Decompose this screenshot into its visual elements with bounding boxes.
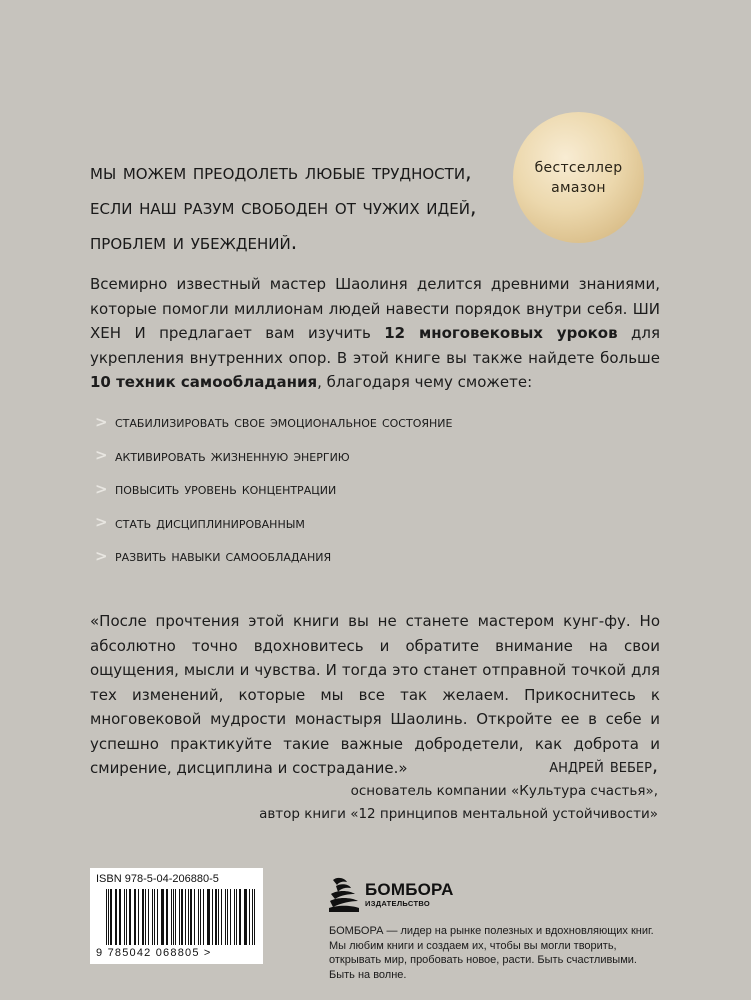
intro-highlight-lessons: 12 многовековых уроков: [384, 324, 618, 342]
barcode-bar: [198, 889, 199, 945]
review-quote: «После прочтения этой книги вы не станете мастером кунг-фу. Но абсолютно точно вдохновитесь и обратите внимание на свои ощущения, мысли и чувства. И тогда это станет отправной точкой для тех изменений, которые мы все так желаем. Прикоснитесь к многовековой мудрости монастыря Шаолинь. Откройте ее в себе и успешно практикуйте такие важные добродетели, как доброта и смирение, дисциплина и сострадание.»: [90, 612, 660, 777]
barcode-bar: [225, 889, 226, 945]
barcode-bar: [126, 889, 127, 945]
barcode-bar: [179, 889, 180, 945]
barcode-bar: [110, 889, 111, 945]
barcode-bar: [181, 889, 182, 945]
barcode-bars: [106, 889, 257, 945]
barcode-bar: [161, 889, 162, 945]
barcode-bar: [162, 889, 163, 945]
list-item-label: повысить уровень концентрации: [115, 479, 337, 499]
barcode-bar: [129, 889, 130, 945]
barcode-bar: [135, 889, 136, 945]
barcode-bar: [134, 889, 135, 945]
barcode-bar: [108, 889, 109, 945]
barcode-bar: [175, 889, 176, 945]
list-item-label: стать дисциплинированным: [115, 512, 305, 532]
intro-text: для укрепления внутренних опор. В этой книге вы также найдете больше: [90, 324, 661, 367]
barcode-bar: [116, 889, 117, 945]
list-item-label: развить навыки самообладания: [115, 546, 332, 566]
barcode-bar: [207, 889, 208, 945]
barcode-bar: [173, 889, 174, 945]
bombora-logo-icon: [327, 874, 361, 914]
author-book: автор книги «12 принципов ментальной устойчивости»: [259, 806, 658, 822]
publisher-description: БОМБОРА — лидер на рынке полезных и вдохновляющих книг. Мы любим книги и создаем их, чтобы вы могли творить, открывать мир, пробовать новое, расти. Быть счастливыми. Быть на волне.: [329, 925, 654, 981]
publisher-logo: [327, 874, 454, 914]
barcode-bar: [157, 889, 158, 945]
list-item: [95, 539, 655, 573]
barcode-bar: [185, 889, 186, 945]
barcode-bar: [230, 889, 231, 945]
quote-author: [259, 752, 658, 826]
barcode-bar: [208, 889, 209, 945]
barcode-bar: [234, 889, 235, 945]
chevron-right-icon: >: [95, 479, 108, 498]
intro-text: , благодаря чему сможете:: [317, 373, 533, 391]
list-item: [95, 439, 655, 473]
barcode-bar: [249, 889, 250, 945]
author-name: андрей вебер,: [549, 755, 658, 777]
barcode-bar: [138, 889, 139, 945]
headline: [90, 155, 530, 260]
barcode-bar: [124, 889, 125, 945]
barcode-bar: [227, 889, 228, 945]
bestseller-badge: [513, 112, 644, 243]
isbn-barcode: [90, 868, 263, 964]
headline-line: если наш разум свободен от чужих идей,: [90, 195, 477, 219]
barcode-bar: [194, 889, 195, 945]
isbn-digits: 9 785042 068805 >: [96, 947, 212, 959]
list-item-label: активировать жизненную энергию: [115, 445, 350, 465]
barcode-bar: [145, 889, 146, 945]
intro-paragraph: [90, 272, 660, 395]
barcode-bar: [245, 889, 246, 945]
headline-line: мы можем преодолеть любые трудности,: [90, 160, 472, 184]
list-item: [95, 506, 655, 540]
author-role: основатель компании «Культура счастья»,: [350, 783, 658, 799]
badge-line-1: бестселлер: [534, 159, 623, 176]
barcode-bar: [236, 889, 237, 945]
publisher-name: БОМБОРА: [365, 880, 454, 899]
barcode-bar: [148, 889, 149, 945]
publisher-subtitle: ИЗДАТЕЛЬСТВО: [365, 899, 430, 908]
barcode-bar: [212, 889, 213, 945]
barcode-bar: [119, 889, 121, 945]
barcode-bar: [188, 889, 189, 945]
barcode-bar: [166, 889, 168, 945]
barcode-bar: [190, 889, 192, 945]
barcode-bar: [254, 889, 255, 945]
chevron-right-icon: >: [95, 412, 108, 431]
barcode-bar: [171, 889, 172, 945]
list-item-label: стабилизировать свое эмоциональное состояние: [115, 412, 453, 432]
barcode-bar: [142, 889, 144, 945]
barcode-bar: [215, 889, 217, 945]
barcode-bar: [106, 889, 107, 945]
barcode-bar: [154, 889, 155, 945]
list-item: [95, 472, 655, 506]
list-item: [95, 405, 655, 439]
barcode-bar: [115, 889, 116, 945]
barcode-bar: [218, 889, 219, 945]
isbn-label: ISBN 978-5-04-206880-5: [96, 873, 219, 885]
headline-line: проблем и убеждений.: [90, 230, 298, 254]
chevron-right-icon: >: [95, 446, 108, 465]
barcode-bar: [244, 889, 245, 945]
barcode-bar: [152, 889, 153, 945]
badge-line-2: амазон: [551, 179, 606, 196]
barcode-bar: [239, 889, 241, 945]
barcode-bar: [221, 889, 222, 945]
barcode-bar: [252, 889, 253, 945]
barcode-bar: [200, 889, 201, 945]
intro-text: Всемирно известный мастер Шаолиня делится древними знаниями, которые помогли миллионам людей навести порядок внутри себя. ШИ ХЕН И предлагает вам изучить: [90, 275, 660, 342]
chevron-right-icon: >: [95, 513, 108, 532]
barcode-bar: [203, 889, 204, 945]
benefits-list: [95, 405, 655, 573]
chevron-right-icon: >: [95, 546, 108, 565]
intro-highlight-techniques: 10 техник самообладания: [90, 373, 318, 391]
